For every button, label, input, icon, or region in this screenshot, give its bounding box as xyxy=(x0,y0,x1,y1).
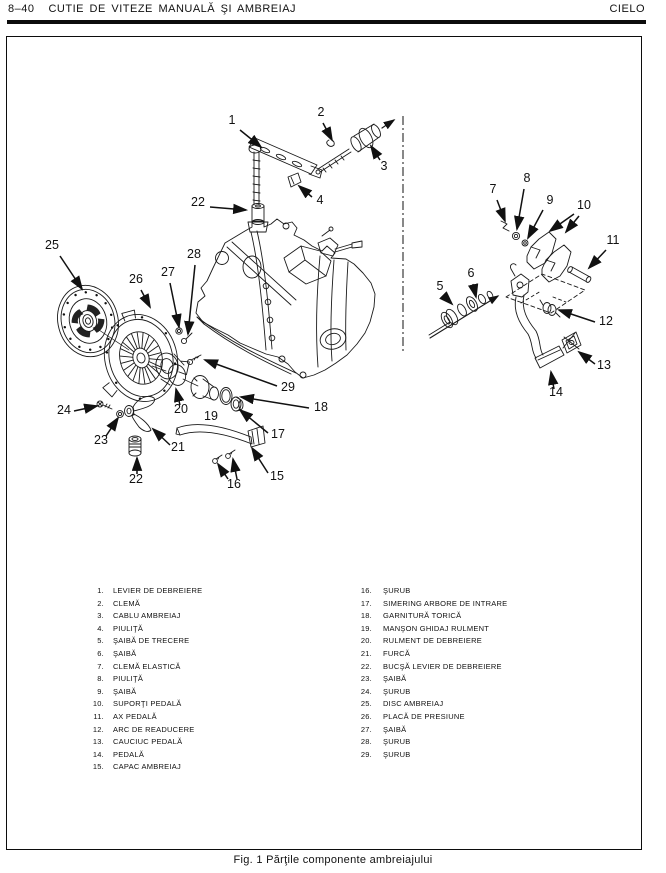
clutch-cover-drawing xyxy=(176,425,265,447)
callout-number: 2 xyxy=(317,105,325,119)
part-item xyxy=(90,623,202,636)
part-item xyxy=(352,623,507,636)
callout-arrow xyxy=(559,310,595,322)
figure-caption: Fig. 1 Părţile componente ambreiajului xyxy=(233,854,433,866)
callout-arrow xyxy=(240,410,268,433)
transmission-case-drawing xyxy=(196,219,375,378)
part-item xyxy=(352,673,507,686)
chapter-title: CUTIE DE VITEZE MANUALĂ ŞI AMBREIAJ xyxy=(48,3,297,15)
part-number: 29. xyxy=(360,749,372,759)
part-label: ŞAIBĂ xyxy=(113,686,137,696)
part-number: 7. xyxy=(97,661,104,671)
callout-number: 8 xyxy=(523,171,531,185)
washer-23-drawing xyxy=(117,411,124,418)
pedal-pin-11-drawing xyxy=(567,266,592,284)
callout-number: 11 xyxy=(606,233,620,247)
part-number: 23. xyxy=(360,674,372,684)
callout-number: 9 xyxy=(546,193,554,207)
part-item xyxy=(90,698,202,711)
part-label: PIULIŢĂ xyxy=(113,674,144,684)
parts-list-left xyxy=(90,585,202,774)
callout-arrow xyxy=(473,284,476,297)
callout-arrow xyxy=(497,200,505,221)
part-item xyxy=(352,635,507,648)
o-ring-drawing xyxy=(220,388,232,405)
callout-number: 27 xyxy=(161,265,175,279)
pedal-rubber-drawing xyxy=(562,332,581,353)
callout-number: 29 xyxy=(281,380,295,394)
washer-27-drawing xyxy=(176,328,182,334)
clip-7-drawing xyxy=(501,221,509,231)
dashed-guides xyxy=(521,291,566,303)
part-item xyxy=(352,724,507,737)
callout-number: 19 xyxy=(204,409,218,423)
part-number: 21. xyxy=(360,648,372,658)
input-shaft-seal-drawing xyxy=(231,397,243,411)
guide-sleeve-drawing xyxy=(191,376,219,401)
callout-number: 25 xyxy=(45,238,59,252)
callout-number: 13 xyxy=(597,358,611,372)
callout-arrow xyxy=(141,290,150,307)
callout-arrow xyxy=(210,207,246,210)
part-label: PIULIŢĂ xyxy=(113,623,144,633)
part-number: 27. xyxy=(360,724,372,734)
part-label: ŞURUB xyxy=(383,686,411,696)
part-label: ŞAIBĂ xyxy=(383,724,407,734)
part-number: 10. xyxy=(92,699,104,709)
callout-number: 15 xyxy=(270,469,284,483)
callout-arrow xyxy=(188,265,195,334)
part-number: 15. xyxy=(92,762,104,772)
part-number: 17. xyxy=(360,598,372,608)
part-label: FURCĂ xyxy=(383,648,411,658)
part-item xyxy=(90,635,202,648)
bushing-22-drawing xyxy=(129,436,141,456)
part-number: 1. xyxy=(97,586,104,595)
part-item xyxy=(90,661,202,674)
part-number: 20. xyxy=(360,636,372,646)
part-label: RULMENT DE DEBREIERE xyxy=(383,636,483,646)
pedal-dashed-outline xyxy=(506,274,585,313)
nut-8-drawing xyxy=(512,232,519,239)
part-label: ŞURUB xyxy=(383,749,411,759)
part-item xyxy=(352,585,507,598)
callout-number: 20 xyxy=(174,402,188,416)
callout-number: 10 xyxy=(577,198,591,212)
clip-2-drawing xyxy=(327,140,335,147)
screw-28-drawing xyxy=(181,333,192,344)
part-item xyxy=(352,686,507,699)
part-label: PLACĂ DE PRESIUNE xyxy=(383,711,465,721)
part-number: 2. xyxy=(97,598,104,608)
part-item xyxy=(90,598,202,611)
callout-number: 24 xyxy=(57,403,71,417)
parts-list-right xyxy=(352,585,507,761)
part-item xyxy=(90,711,202,724)
callout-arrow xyxy=(205,360,277,386)
release-bearing-drawing xyxy=(153,351,188,388)
part-item xyxy=(90,686,202,699)
part-label: ŞAIBĂ xyxy=(113,648,137,658)
part-label: DISC AMBREIAJ xyxy=(383,699,444,709)
callout-arrow xyxy=(252,448,268,473)
part-label: GARNITURĂ TORICĂ xyxy=(383,611,462,621)
callout-number: 6 xyxy=(467,266,475,280)
screws-16-drawing xyxy=(213,450,235,463)
callout-arrow xyxy=(517,189,524,229)
washer-9-drawing xyxy=(522,240,528,246)
callout-arrow xyxy=(550,214,574,231)
callout-number: 22 xyxy=(129,472,143,486)
callout-arrow xyxy=(444,296,452,304)
callout-arrow xyxy=(528,210,543,238)
part-number: 14. xyxy=(92,749,104,759)
part-item xyxy=(90,724,202,737)
part-number: 22. xyxy=(360,661,372,671)
clutch-fork-drawing xyxy=(125,396,155,431)
callout-number: 16 xyxy=(227,477,241,491)
callout-number: 7 xyxy=(489,182,497,196)
pressure-plate-drawing xyxy=(86,300,197,412)
part-item xyxy=(352,598,507,611)
part-number: 13. xyxy=(92,737,104,747)
part-number: 11. xyxy=(93,711,104,721)
part-number: 19. xyxy=(360,623,372,633)
callout-number: 18 xyxy=(314,400,328,414)
callout-arrow xyxy=(323,123,332,140)
callout-number: 22 xyxy=(191,195,205,209)
part-label: ŞAIBĂ xyxy=(383,674,407,684)
part-label: CAPAC AMBREIAJ xyxy=(113,762,181,772)
callout-arrow xyxy=(589,250,606,268)
callout-arrow xyxy=(579,352,595,364)
part-item xyxy=(90,648,202,661)
part-label: SIMERING ARBORE DE INTRARE xyxy=(383,598,508,608)
pedal-supports-drawing xyxy=(527,232,571,282)
part-number: 3. xyxy=(97,611,104,621)
brand-name: CIELO xyxy=(609,3,645,15)
part-item xyxy=(90,610,202,623)
callout-number: 5 xyxy=(436,279,444,293)
part-item xyxy=(352,749,507,762)
part-item xyxy=(90,585,202,598)
callout-layer xyxy=(45,105,619,491)
part-label: ARC DE READUCERE xyxy=(113,724,195,734)
part-item xyxy=(352,661,507,674)
part-label: LEVIER DE DEBREIERE xyxy=(113,586,203,595)
clip-4-drawing xyxy=(288,173,301,187)
part-number: 25. xyxy=(360,699,372,709)
callout-number: 14 xyxy=(549,385,563,399)
part-item xyxy=(352,711,507,724)
part-item xyxy=(90,749,202,762)
part-item xyxy=(90,673,202,686)
part-number: 4. xyxy=(97,623,104,633)
part-label: CAUCIUC PEDALĂ xyxy=(113,737,183,747)
callout-arrow xyxy=(170,283,179,327)
part-label: CLEMĂ ELASTICĂ xyxy=(113,661,181,671)
part-number: 16. xyxy=(360,586,372,595)
part-number: 12. xyxy=(92,724,104,734)
callout-number: 26 xyxy=(129,272,143,286)
callout-number: 4 xyxy=(316,193,324,207)
part-label: SUPORŢI PEDALĂ xyxy=(113,699,182,709)
part-label: BUCŞĂ LEVIER DE DEBREIERE xyxy=(383,661,502,671)
callout-number: 28 xyxy=(187,247,201,261)
part-number: 18. xyxy=(360,611,372,621)
part-number: 6. xyxy=(97,648,104,658)
callout-number: 12 xyxy=(599,314,613,328)
callout-number: 1 xyxy=(228,113,236,127)
part-item xyxy=(352,736,507,749)
part-number: 9. xyxy=(97,686,104,696)
part-number: 5. xyxy=(97,636,104,646)
washer-stack-drawing xyxy=(429,290,498,338)
callout-arrow xyxy=(60,256,82,289)
part-item xyxy=(352,610,507,623)
part-number: 24. xyxy=(360,686,372,696)
part-number: 28. xyxy=(360,737,372,747)
page-number: 8–40 xyxy=(8,3,35,15)
callout-arrow xyxy=(153,429,170,445)
part-label: AX PEDALĂ xyxy=(113,711,157,721)
part-label: MANŞON GHIDAJ RULMENT xyxy=(383,623,490,633)
part-item xyxy=(352,698,507,711)
callout-number: 23 xyxy=(94,433,108,447)
part-number: 26. xyxy=(360,711,372,721)
part-label: CLEMĂ xyxy=(113,598,141,608)
callout-number: 21 xyxy=(171,440,185,454)
part-label: CABLU AMBREIAJ xyxy=(113,611,181,621)
part-label: ŞURUB xyxy=(383,586,411,595)
part-label: PEDALĂ xyxy=(113,749,145,759)
screw-24-drawing xyxy=(97,401,112,409)
callout-arrow xyxy=(241,397,309,408)
part-item xyxy=(90,761,202,774)
callout-number: 3 xyxy=(380,159,388,173)
callout-arrow xyxy=(233,459,237,479)
callout-arrow xyxy=(371,146,380,160)
callout-arrow xyxy=(74,406,97,411)
part-number: 8. xyxy=(97,674,104,684)
part-item xyxy=(90,736,202,749)
callout-arrow xyxy=(299,186,312,197)
callout-number: 17 xyxy=(271,427,285,441)
part-label: ŞURUB xyxy=(383,737,411,747)
part-item xyxy=(352,648,507,661)
part-label: ŞAIBĂ DE TRECERE xyxy=(113,636,190,646)
clutch-disc-drawing xyxy=(50,278,127,363)
release-lever-drawing xyxy=(249,138,322,205)
